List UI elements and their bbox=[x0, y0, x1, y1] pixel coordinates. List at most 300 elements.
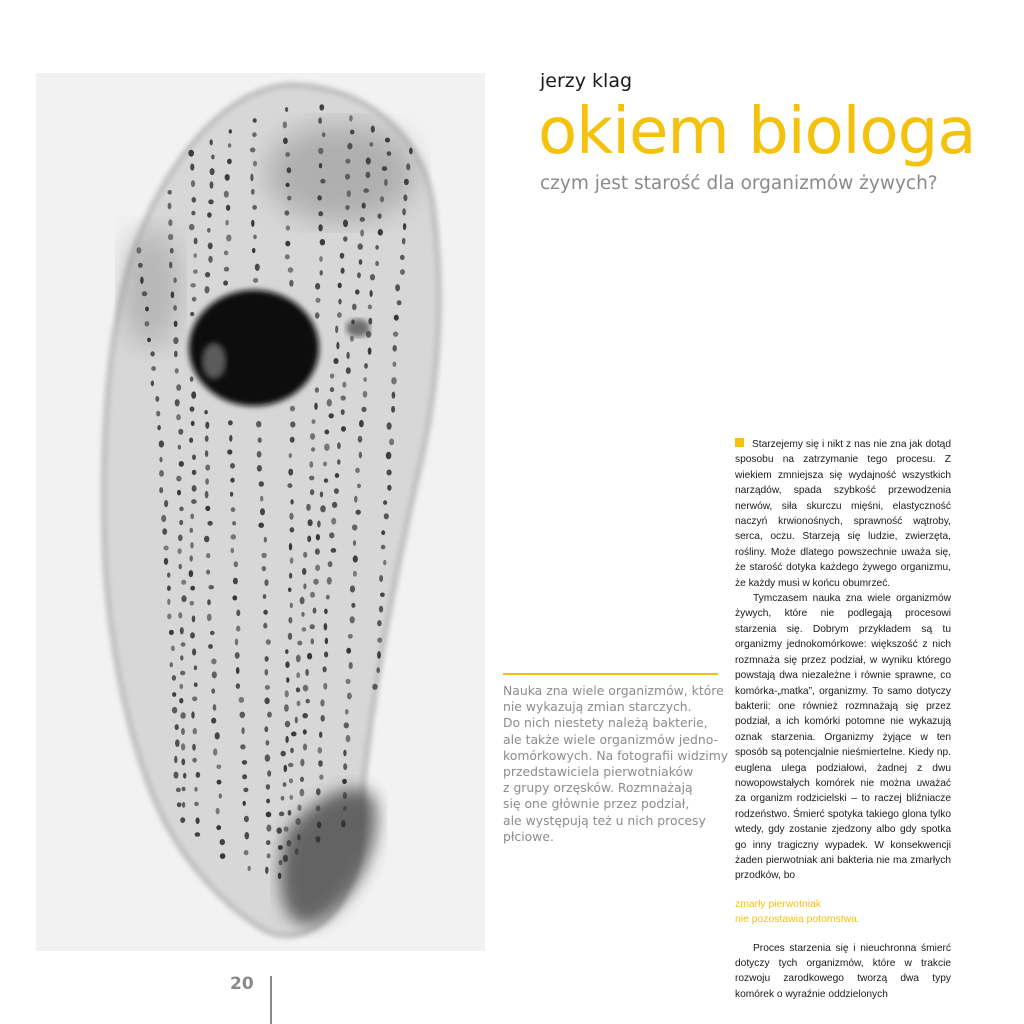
cilium-dot bbox=[366, 331, 372, 338]
cilium-dot bbox=[353, 555, 358, 562]
cilium-dot bbox=[211, 688, 215, 693]
cilium-dot bbox=[220, 853, 226, 859]
cilium-dot bbox=[155, 396, 159, 402]
cilium-dot bbox=[303, 729, 307, 734]
cilium-dot bbox=[173, 305, 177, 311]
cilium-dot bbox=[266, 840, 271, 845]
cilium-dot bbox=[295, 717, 298, 724]
cilium-dot bbox=[333, 358, 338, 364]
cilium-dot bbox=[225, 174, 230, 181]
cilium-dot bbox=[342, 779, 347, 784]
cilium-dot bbox=[236, 610, 240, 617]
cilium-dot bbox=[159, 440, 164, 447]
cilium-dot bbox=[205, 450, 208, 457]
caption-line: komórkowych. Na fotografii widzimy bbox=[503, 747, 729, 763]
cilium-dot bbox=[161, 515, 166, 522]
cilium-dot bbox=[387, 470, 392, 476]
cilium-dot bbox=[175, 368, 179, 373]
cilium-dot bbox=[178, 535, 183, 542]
cilium-dot bbox=[320, 270, 323, 275]
cilium-dot bbox=[227, 449, 232, 454]
cilium-dot bbox=[211, 718, 216, 724]
cilium-dot bbox=[181, 743, 185, 750]
cilium-dot bbox=[285, 661, 289, 668]
author-name: jerzy klag bbox=[540, 70, 633, 92]
cilium-dot bbox=[316, 788, 321, 795]
cilium-dot bbox=[380, 196, 384, 202]
cilium-dot bbox=[349, 662, 353, 669]
cilium-dot bbox=[206, 570, 210, 575]
cilium-dot bbox=[174, 772, 179, 779]
cilium-dot bbox=[288, 267, 294, 272]
cilium-dot bbox=[351, 320, 354, 325]
cilium-dot bbox=[192, 648, 196, 655]
cilium-dot bbox=[244, 816, 249, 822]
cilium-dot bbox=[190, 283, 196, 287]
cilium-dot bbox=[181, 580, 186, 585]
cilium-dot bbox=[284, 765, 288, 772]
cilium-dot bbox=[142, 291, 147, 296]
cilium-dot bbox=[240, 744, 245, 749]
cilium-dot bbox=[317, 195, 322, 200]
cilium-dot bbox=[346, 367, 351, 374]
cilium-dot bbox=[381, 530, 385, 535]
cilium-dot bbox=[208, 243, 213, 250]
cilium-dot bbox=[260, 508, 265, 515]
cilium-dot bbox=[341, 409, 345, 415]
cilium-dot bbox=[346, 648, 351, 654]
cilium-dot bbox=[256, 421, 261, 428]
article-body bbox=[735, 437, 951, 1002]
cilium-dot bbox=[220, 839, 225, 845]
cilium-dot bbox=[265, 754, 271, 761]
cilium-dot bbox=[352, 524, 357, 530]
cilium-dot bbox=[377, 620, 382, 626]
photo-caption bbox=[503, 683, 729, 845]
caption-line: Nauka zna wiele organizmów, które bbox=[503, 683, 724, 698]
cilium-dot bbox=[167, 586, 171, 591]
cilium-dot bbox=[182, 787, 186, 791]
cilium-dot bbox=[232, 521, 236, 525]
cilium-dot bbox=[357, 484, 361, 489]
cilium-dot bbox=[194, 682, 198, 687]
cilium-dot bbox=[289, 795, 293, 800]
caption-line: się one głównie przez podział, bbox=[503, 796, 690, 812]
cilium-dot bbox=[242, 774, 247, 779]
cilium-dot bbox=[306, 699, 310, 704]
cilium-dot bbox=[171, 646, 175, 652]
cilium-dot bbox=[307, 536, 311, 543]
cilium-dot bbox=[208, 199, 213, 204]
cilium-dot bbox=[176, 788, 181, 793]
cilium-dot bbox=[190, 514, 194, 520]
cilium-dot bbox=[179, 507, 183, 512]
cilium-dot bbox=[358, 436, 363, 443]
cilium-dot bbox=[289, 778, 293, 783]
cilium-dot bbox=[229, 435, 232, 442]
cilium-dot bbox=[151, 380, 154, 386]
cilium-dot bbox=[159, 487, 163, 493]
cilium-dot bbox=[296, 687, 300, 692]
cilium-dot bbox=[344, 722, 349, 728]
cilium-dot bbox=[320, 239, 325, 245]
cilium-dot bbox=[233, 578, 238, 585]
cilium-dot bbox=[181, 642, 186, 646]
cilium-dot bbox=[179, 520, 183, 525]
cilium-dot bbox=[287, 483, 292, 488]
cilium-dot bbox=[182, 802, 185, 808]
cilium-dot bbox=[320, 699, 324, 706]
paragraph-1-text: Starzejemy się i nikt z nas nie zna jak dotąd sposobu na zatrzymanie tego procesu. Z wiekiem zmniejsza się wydajność wszystkich narządów, spada szybkość przewodzenia nerwów, siła skurczu mięśni, elastyczność naczyń krwionośnych, sprawność wątroby, serca, oczu. Starzeją się ludzie, zwierzęta, rośliny. Może dlatego powszechnie uważa się, że starość dotyka każdego żywego organizmu, że każdy musi w końcu obumrzeć. bbox=[735, 439, 951, 589]
cilium-dot bbox=[265, 669, 269, 676]
caption-divider bbox=[503, 673, 718, 675]
cilium-dot bbox=[179, 564, 182, 569]
cilium-dot bbox=[364, 363, 368, 369]
cilium-dot bbox=[266, 825, 271, 832]
cilium-dot bbox=[302, 627, 307, 632]
cilium-dot bbox=[173, 277, 176, 283]
cilium-dot bbox=[180, 712, 185, 719]
cilium-dot bbox=[290, 406, 295, 412]
cilium-dot bbox=[285, 690, 289, 697]
cilium-dot bbox=[300, 789, 305, 797]
cilium-dot bbox=[210, 139, 213, 145]
cilium-dot bbox=[327, 577, 332, 585]
cilium-dot bbox=[252, 205, 257, 210]
cilium-dot bbox=[151, 366, 156, 371]
cilium-dot bbox=[250, 174, 253, 182]
cilium-dot bbox=[300, 597, 305, 604]
cilium-dot bbox=[295, 818, 300, 825]
cilium-dot bbox=[283, 121, 287, 128]
cilium-dot bbox=[318, 148, 323, 154]
cilium-dot bbox=[242, 727, 245, 734]
cilium-dot bbox=[205, 422, 209, 429]
cilium-dot bbox=[190, 528, 194, 533]
cilium-dot bbox=[350, 585, 355, 592]
cilium-dot bbox=[377, 651, 381, 659]
cilium-dot bbox=[213, 704, 217, 711]
cilium-dot bbox=[346, 352, 349, 359]
cilium-dot bbox=[320, 179, 325, 184]
cilium-dot bbox=[315, 565, 320, 571]
cilium-dot bbox=[205, 465, 210, 471]
cilium-dot bbox=[342, 382, 346, 388]
cilium-dot bbox=[236, 626, 240, 632]
cilium-dot bbox=[303, 552, 307, 558]
cilium-dot bbox=[287, 167, 292, 173]
cilium-dot bbox=[288, 763, 294, 767]
cilium-dot bbox=[257, 465, 262, 472]
cilium-dot bbox=[284, 704, 289, 711]
cilium-dot bbox=[290, 557, 294, 563]
cilium-dot bbox=[176, 414, 181, 420]
cilium-dot bbox=[228, 143, 231, 147]
cilium-dot bbox=[192, 485, 197, 492]
cilium-dot bbox=[311, 638, 315, 644]
cilium-dot bbox=[192, 197, 197, 203]
cilium-dot bbox=[263, 594, 267, 599]
cilium-dot bbox=[363, 377, 367, 382]
cilium-dot bbox=[297, 805, 301, 811]
cilium-dot bbox=[253, 235, 257, 240]
cilium-dot bbox=[368, 318, 372, 325]
cilium-dot bbox=[259, 481, 264, 487]
cilium-dot bbox=[180, 655, 183, 660]
cilium-dot bbox=[372, 684, 377, 690]
caption-line: ale także wiele organizmów jedno- bbox=[503, 731, 718, 747]
cilium-dot bbox=[384, 513, 389, 519]
cilium-dot bbox=[232, 595, 237, 600]
cilium-dot bbox=[334, 488, 339, 494]
cilium-dot bbox=[190, 586, 195, 591]
cilium-dot bbox=[176, 476, 181, 482]
ciliate-micrograph bbox=[36, 73, 485, 951]
cilium-dot bbox=[196, 817, 200, 824]
cilium-dot bbox=[322, 132, 326, 137]
cilium-dot bbox=[230, 463, 235, 469]
cilium-dot bbox=[191, 391, 196, 398]
cilium-dot bbox=[167, 572, 170, 577]
cilium-dot bbox=[394, 315, 399, 321]
cilium-dot bbox=[350, 130, 354, 135]
cilium-dot bbox=[340, 253, 345, 259]
cilium-dot bbox=[169, 262, 172, 269]
cilium-dot bbox=[181, 759, 185, 766]
cilium-dot bbox=[258, 437, 262, 442]
article-title: okiem biologa bbox=[538, 95, 976, 169]
cilium-dot bbox=[307, 653, 312, 660]
cilium-dot bbox=[366, 172, 371, 178]
cilium-dot bbox=[193, 269, 198, 273]
cilium-dot bbox=[317, 822, 322, 829]
cilium-dot bbox=[283, 138, 288, 144]
cilium-dot bbox=[215, 732, 220, 739]
cilium-dot bbox=[211, 659, 216, 665]
cilium-dot bbox=[384, 179, 388, 186]
cilium-dot bbox=[327, 399, 332, 407]
cilium-dot bbox=[378, 229, 383, 236]
cilium-dot bbox=[278, 873, 282, 879]
cilium-dot bbox=[244, 850, 249, 855]
cilium-dot bbox=[174, 321, 178, 327]
cilium-dot bbox=[347, 190, 351, 197]
cilium-dot bbox=[355, 468, 360, 473]
cilium-dot bbox=[310, 592, 315, 598]
cilium-dot bbox=[206, 553, 210, 558]
cilium-dot bbox=[285, 649, 288, 654]
cilium-dot bbox=[164, 500, 168, 507]
cilium-dot bbox=[178, 445, 181, 450]
cilium-dot bbox=[288, 469, 293, 476]
cilium-dot bbox=[379, 606, 383, 613]
cilium-dot bbox=[190, 406, 195, 411]
cilium-dot bbox=[230, 492, 233, 497]
cilium-dot bbox=[346, 735, 351, 742]
cilium-dot bbox=[315, 312, 320, 318]
cilium-dot bbox=[243, 801, 246, 806]
cilium-dot bbox=[355, 289, 360, 294]
cilium-dot bbox=[368, 347, 372, 354]
cilium-dot bbox=[357, 272, 361, 278]
cilium-dot bbox=[318, 211, 323, 216]
cilium-dot bbox=[387, 485, 391, 491]
cilium-dot bbox=[309, 476, 314, 481]
cilium-dot bbox=[181, 728, 185, 735]
cilium-dot bbox=[281, 751, 286, 757]
caption-line: płciowe. bbox=[503, 828, 554, 844]
cilium-dot bbox=[345, 205, 349, 210]
cilium-dot bbox=[323, 462, 327, 467]
cilium-dot bbox=[391, 406, 395, 413]
cilium-dot bbox=[178, 429, 183, 435]
cilium-dot bbox=[319, 163, 322, 168]
cilium-dot bbox=[366, 157, 371, 164]
cilium-dot bbox=[303, 583, 306, 589]
cilium-dot bbox=[360, 217, 365, 222]
cilium-dot bbox=[210, 181, 214, 188]
cilium-dot bbox=[385, 138, 390, 143]
cilium-dot bbox=[285, 736, 288, 743]
cilium-dot bbox=[190, 376, 194, 381]
cilium-dot bbox=[262, 566, 266, 571]
cilium-dot bbox=[286, 183, 290, 187]
cilium-dot bbox=[224, 191, 229, 198]
cilium-dot bbox=[330, 373, 334, 378]
cilium-dot bbox=[204, 536, 209, 543]
cilium-dot bbox=[157, 425, 161, 430]
cilium-dot bbox=[196, 772, 201, 778]
cilium-dot bbox=[147, 338, 151, 343]
cilium-dot bbox=[392, 392, 396, 399]
cilium-dot bbox=[290, 437, 295, 443]
cilium-dot bbox=[190, 312, 194, 316]
cilium-dot bbox=[341, 395, 346, 400]
cilium-dot bbox=[303, 685, 309, 692]
cilium-dot bbox=[231, 507, 236, 512]
cilium-dot bbox=[324, 609, 328, 615]
cilium-dot bbox=[312, 419, 316, 424]
cilium-dot bbox=[363, 188, 369, 193]
cilium-dot bbox=[228, 420, 233, 425]
cilium-dot bbox=[288, 588, 292, 593]
cilium-dot bbox=[235, 638, 238, 645]
cilium-dot bbox=[248, 866, 251, 871]
cilium-dot bbox=[296, 672, 300, 678]
caption-line: z grupy orzęsków. Rozmnażają bbox=[503, 780, 693, 796]
cilium-dot bbox=[300, 777, 304, 782]
cilium-dot bbox=[236, 683, 240, 689]
cilium-dot bbox=[224, 251, 229, 256]
cilium-dot bbox=[205, 491, 209, 498]
cilium-dot bbox=[224, 267, 229, 272]
cilium-dot bbox=[170, 248, 174, 254]
cilium-dot bbox=[301, 612, 304, 617]
cilium-dot bbox=[315, 283, 320, 290]
cilium-dot bbox=[192, 758, 197, 763]
cilium-dot bbox=[207, 212, 212, 217]
cilium-dot bbox=[297, 834, 301, 841]
cilium-dot bbox=[362, 203, 366, 209]
cilium-dot bbox=[285, 241, 290, 247]
cilium-dot bbox=[225, 220, 228, 226]
cilium-dot bbox=[174, 351, 178, 358]
cilium-dot bbox=[170, 662, 173, 667]
cilium-dot bbox=[172, 675, 176, 681]
cilium-dot bbox=[176, 384, 181, 391]
cilium-dot bbox=[189, 224, 195, 230]
cilium-dot bbox=[310, 433, 315, 440]
cilium-dot bbox=[253, 161, 257, 167]
cilium-dot bbox=[145, 307, 149, 312]
cilium-dot bbox=[207, 614, 212, 621]
cilium-dot bbox=[216, 825, 221, 830]
cilium-dot bbox=[393, 332, 398, 337]
cilium-dot bbox=[140, 277, 143, 284]
cilium-dot bbox=[338, 283, 342, 289]
cilium-dot bbox=[236, 667, 240, 674]
cilium-dot bbox=[378, 213, 382, 218]
caption-line: przedstawiciela pierwotniaków bbox=[503, 764, 694, 780]
cilium-dot bbox=[308, 519, 313, 526]
cilium-dot bbox=[403, 223, 406, 230]
cilium-dot bbox=[177, 802, 182, 807]
cilium-dot bbox=[393, 345, 397, 352]
cilium-dot bbox=[207, 599, 211, 605]
cilium-dot bbox=[194, 787, 197, 792]
cilium-dot bbox=[393, 362, 397, 367]
cilium-dot bbox=[291, 732, 297, 737]
cilium-dot bbox=[192, 744, 196, 751]
cilium-dot bbox=[195, 832, 201, 837]
cilium-dot bbox=[191, 180, 195, 187]
paragraph-2: Tymczasem nauka zna wiele organizmów żywych, które nie podlegają procesowi starzenia się. Dobrym przykładem są tu organizmy jednokomórkowe: większość z nich rozmnaża się przez podział, w wyniku którego powstają dwa niezależne i równie sprawne, co komórka-„matka”, organizmy. To samo dotyczy bakterii: one również rozmnażają się przez podział, a ich komórki potomne nie wykazują oznak starzenia. Organizmy żyjące w ten sposób są potencjalnie nieśmiertelne. Kiedy np. euglena ulega podziałowi, żadnej z dwu nowopowstałych komórek nie można uważać za organizm rodzicielski – to raczej bliźniacze rodzeństwo. Śmierć spotyka takiego glona tylko wtedy, gdy zostanie zjedzony albo gdy spotka go inny tragiczny wypadek. W konsekwencji żaden pierwotniak ani bakteria nie ma zmarłych przodków, bo bbox=[735, 593, 951, 882]
cilium-dot bbox=[242, 760, 247, 765]
cilium-dot bbox=[297, 641, 302, 646]
cilium-dot bbox=[319, 256, 323, 262]
cilium-dot bbox=[360, 229, 364, 236]
cilium-dot bbox=[264, 698, 269, 705]
cilium-dot bbox=[207, 228, 211, 233]
cilium-dot bbox=[387, 151, 392, 156]
cilium-dot bbox=[167, 599, 170, 605]
cilium-dot bbox=[316, 298, 321, 303]
cilium-dot bbox=[217, 780, 222, 785]
article-subtitle: czym jest starość dla organizmów żywych? bbox=[540, 173, 938, 194]
cilium-dot bbox=[324, 652, 328, 658]
cilium-dot bbox=[329, 532, 334, 538]
cilium-dot bbox=[278, 845, 283, 850]
cilium-dot bbox=[318, 117, 322, 124]
cilium-dot bbox=[311, 447, 315, 451]
cilium-dot bbox=[403, 194, 407, 201]
cilium-dot bbox=[219, 793, 222, 798]
cilium-dot bbox=[361, 407, 366, 412]
cilium-dot bbox=[283, 782, 287, 787]
cilium-dot bbox=[321, 715, 325, 722]
cilium-dot bbox=[191, 499, 197, 504]
cilium-dot bbox=[285, 107, 288, 112]
cilium-dot bbox=[290, 499, 293, 504]
cilium-dot bbox=[188, 150, 194, 157]
cilium-dot bbox=[205, 272, 210, 277]
cilium-dot bbox=[309, 461, 313, 468]
cilium-dot bbox=[177, 490, 181, 496]
cilium-dot bbox=[266, 784, 270, 790]
cilium-dot bbox=[324, 430, 329, 435]
cilium-dot bbox=[285, 721, 290, 728]
cilium-dot bbox=[347, 693, 352, 700]
